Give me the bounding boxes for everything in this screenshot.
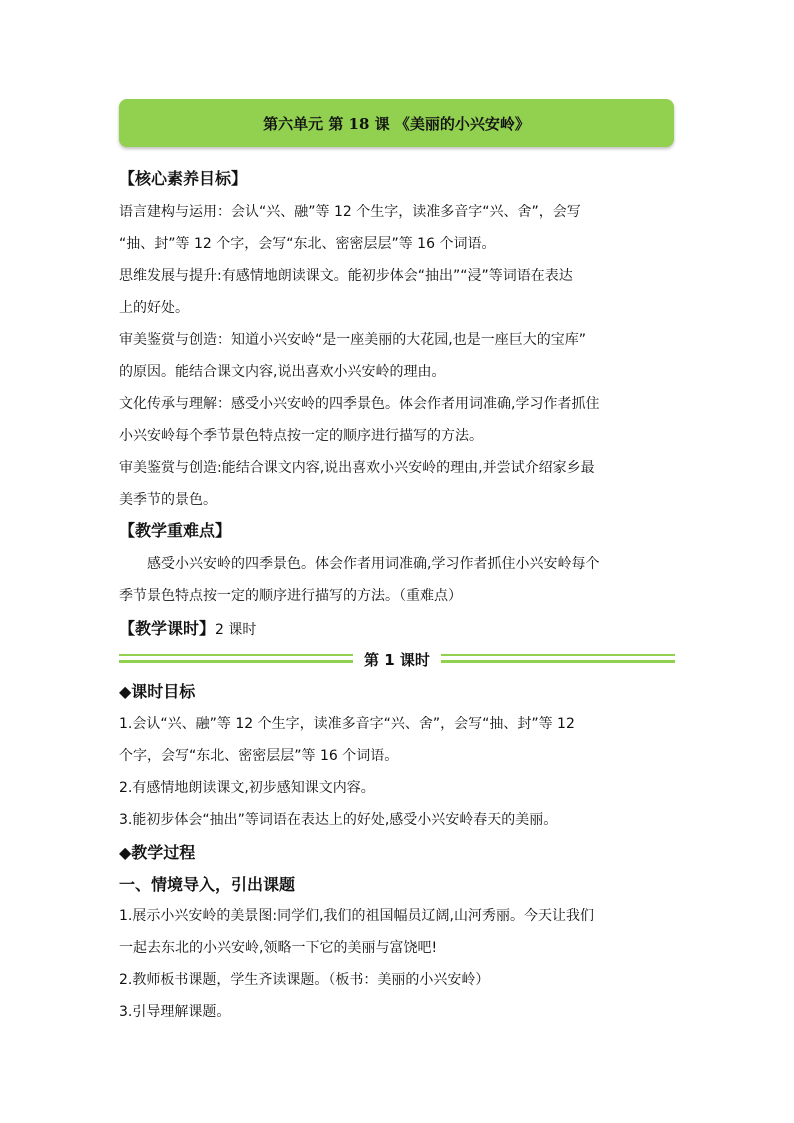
key-points-line: 感受小兴安岭的四季景色。体会作者用词准确,学习作者抓住小兴安岭每个: [147, 556, 600, 572]
core-goals-heading: 【核心素养目标】: [119, 169, 248, 188]
class-hours-value: 2 课时: [215, 622, 257, 638]
objective-line: 个字，会写“东北、密密层层”等 16 个词语。: [119, 748, 399, 764]
section-1-line: 1.展示小兴安岭的美景图:同学们,我们的祖国幅员辽阔,山河秀丽。今天让我们: [119, 908, 594, 924]
lesson-title: 第六单元 第 18 课 《美丽的小兴安岭》: [263, 114, 530, 133]
core-goals-line: 小兴安岭每个季节景色特点按一定的顺序进行描写的方法。: [119, 428, 483, 444]
class-hours-heading: 【教学课时】: [119, 619, 216, 638]
core-goals-line: 审美鉴赏与创造：知道小兴安岭“是一座美丽的大花园,也是一座巨大的宝库”: [119, 332, 586, 348]
core-goals-line: 文化传承与理解：感受小兴安岭的四季景色。体会作者用词准确,学习作者抓住: [119, 396, 600, 412]
lesson-1-divider: [119, 648, 675, 672]
objective-line: 3.能初步体会“抽出”等词语在表达上的好处,感受小兴安岭春天的美丽。: [119, 812, 558, 828]
process-heading: ◆教学过程: [119, 843, 196, 862]
core-goals-line: 审美鉴赏与创造:能结合课文内容,说出喜欢小兴安岭的理由,并尝试介绍家乡最: [119, 460, 595, 476]
core-goals-line: “抽、封”等 12 个字，会写“东北、密密层层”等 16 个词语。: [119, 236, 496, 252]
core-goals-line: 上的好处。: [119, 300, 189, 316]
section-1-line: 2.教师板书课题，学生齐读课题。（板书：美丽的小兴安岭）: [119, 972, 490, 988]
core-goals-line: 语言建构与运用：会认“兴、融”等 12 个生字，读准多音字“兴、舍”，会写: [119, 204, 581, 220]
section-1-heading: 一、情境导入，引出课题: [119, 875, 296, 894]
core-goals-line: 的原因。能结合课文内容,说出喜欢小兴安岭的理由。: [119, 364, 446, 380]
section-1-line: 一起去东北的小兴安岭,领略一下它的美丽与富饶吧!: [119, 940, 438, 956]
class-hours-row: [119, 618, 256, 641]
objectives-heading: ◆课时目标: [119, 682, 196, 701]
key-points-heading: 【教学重难点】: [119, 521, 232, 540]
lesson-title-banner: [119, 99, 674, 147]
section-1-line: 3.引导理解课题。: [119, 1004, 231, 1020]
lesson-1-label: 第 1 课时: [364, 651, 430, 669]
core-goals-line: 思维发展与提升:有感情地朗读课文。能初步体会“抽出”“浸”等词语在表达: [119, 268, 573, 284]
key-points-line: 季节景色特点按一定的顺序进行描写的方法。（重难点）: [119, 588, 462, 604]
objective-line: 1.会认“兴、融”等 12 个生字，读准多音字“兴、舍”，会写“抽、封”等 12: [119, 716, 575, 732]
objective-line: 2.有感情地朗读课文,初步感知课文内容。: [119, 780, 375, 796]
core-goals-line: 美季节的景色。: [119, 492, 217, 508]
